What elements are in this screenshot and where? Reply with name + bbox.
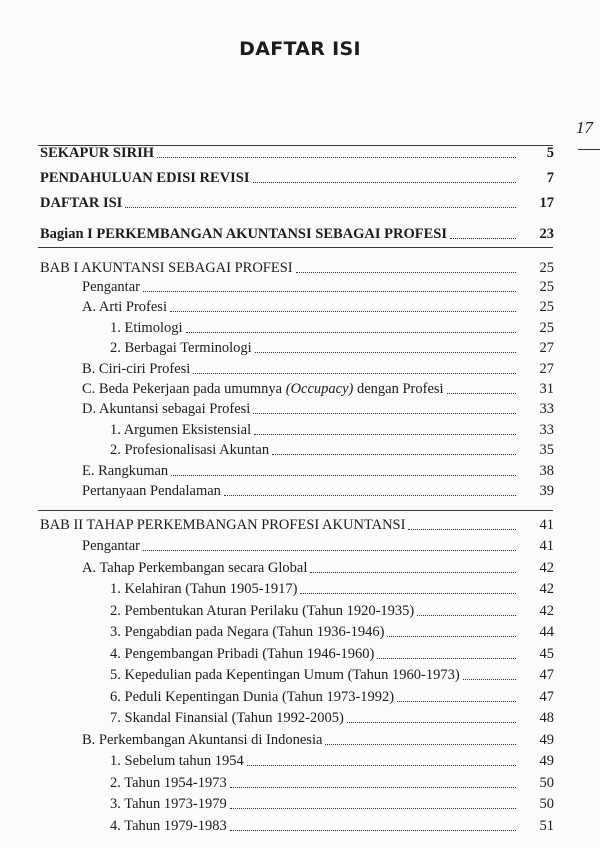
- toc-entry-label: D. Akuntansi sebagai Profesi: [82, 401, 251, 418]
- toc-entry: [0, 277, 600, 297]
- toc-entry-label: Bagian I PERKEMBANGAN AKUNTANSI SEBAGAI PROFESI: [40, 226, 448, 242]
- toc-entry: [0, 536, 600, 556]
- toc-entry-label: C. Beda Pekerjaan pada umumnya (Occupacy) dengan Profesi: [82, 381, 444, 397]
- toc-entry-label: 2. Tahun 1954-1973: [110, 774, 227, 791]
- toc-leader-dots: [125, 207, 516, 208]
- toc-entry-page: 38: [539, 462, 554, 479]
- toc-entry: [0, 399, 600, 419]
- toc-entry: [0, 816, 600, 836]
- toc-entry-page: 27: [539, 360, 554, 377]
- toc-entry: [0, 420, 600, 440]
- toc-entry: [0, 379, 600, 399]
- toc-entry-label: 1. Kelahiran (Tahun 1905-1917): [110, 581, 298, 597]
- toc-entry-label: 3. Tahun 1973-1979: [110, 796, 227, 812]
- toc-entry: [0, 359, 600, 379]
- toc-entry-label: B. Perkembangan Akuntansi di Indonesia: [82, 731, 323, 748]
- toc-entry-label: Pengantar: [82, 538, 140, 554]
- page-number: 17: [576, 118, 593, 137]
- page-title: DAFTAR ISI: [239, 38, 361, 60]
- toc-entry-page: 25: [539, 279, 554, 295]
- toc-entry-label: 1. Etimologi: [110, 319, 183, 336]
- toc-entry-label: 2. Profesionalisasi Akuntan: [110, 442, 270, 459]
- toc-entry: [0, 297, 600, 317]
- toc-leader-dots: [171, 475, 516, 476]
- toc-entry-label: 4. Tahun 1979-1983: [110, 817, 227, 834]
- toc-leader-dots: [447, 393, 516, 394]
- toc-entry: [0, 730, 600, 750]
- toc-leader-dots: [463, 679, 516, 680]
- toc-front-entry: [0, 143, 600, 163]
- toc-entry-page: 50: [539, 774, 554, 791]
- toc-entry-page: 49: [539, 753, 554, 769]
- toc-entry-page: 41: [539, 517, 554, 533]
- toc-entry-page: 25: [539, 260, 554, 276]
- toc-leader-dots: [247, 765, 516, 766]
- toc-entry: [0, 338, 600, 358]
- toc-entry-label: 1. Argumen Eksistensial: [110, 421, 252, 438]
- toc-leader-dots: [230, 830, 516, 831]
- toc-leader-dots: [272, 454, 516, 455]
- toc-entry-page: 48: [539, 710, 554, 726]
- toc-leader-dots: [377, 658, 516, 659]
- toc-leader-dots: [143, 291, 516, 292]
- toc-entry: [0, 440, 600, 460]
- toc-entry-page: 23: [539, 226, 554, 242]
- toc-entry-label: DAFTAR ISI: [40, 195, 123, 211]
- toc-chapter-entry: [0, 515, 600, 535]
- toc-leader-dots: [408, 529, 516, 530]
- toc-entry-page: 47: [539, 688, 554, 705]
- toc-entry-page: 35: [539, 442, 554, 459]
- toc-entry-label: 2. Berbagai Terminologi: [110, 340, 252, 357]
- toc-entry: [0, 318, 600, 338]
- toc-entry-page: 27: [539, 340, 554, 357]
- toc-entry: [0, 665, 600, 685]
- toc-entry-label: 4. Pengembangan Pribadi (Tahun 1946-1960): [110, 645, 375, 662]
- toc-entry-page: 49: [539, 731, 554, 748]
- toc-entry-label: A. Arti Profesi: [82, 299, 167, 316]
- rule-part: [38, 247, 553, 248]
- toc-entry-page: 25: [539, 299, 554, 316]
- toc-entry-label: B. Ciri-ciri Profesi: [82, 360, 191, 377]
- toc-entry-label: E. Rangkuman: [82, 462, 169, 479]
- toc-entry-page: 33: [539, 401, 554, 418]
- toc-entry-label: Pertanyaan Pendalaman: [82, 483, 221, 499]
- toc-leader-dots: [254, 434, 516, 435]
- toc-entry: [0, 601, 600, 621]
- toc-entry-page: 5: [546, 145, 554, 161]
- toc-entry: [0, 708, 600, 728]
- toc-entry-page: 42: [539, 559, 554, 576]
- toc-leader-dots: [143, 550, 516, 551]
- toc-entry-label: Pengantar: [82, 279, 140, 295]
- toc-entry: [0, 622, 600, 642]
- toc-leader-dots: [170, 311, 516, 312]
- toc-entry-page: 51: [539, 817, 554, 834]
- toc-leader-dots: [325, 744, 516, 745]
- toc-leader-dots: [347, 722, 516, 723]
- toc-leader-dots: [157, 157, 516, 158]
- toc-entry: [0, 794, 600, 814]
- toc-entry-page: 33: [539, 421, 554, 438]
- toc-leader-dots: [224, 495, 516, 496]
- toc-entry-page: 42: [539, 581, 554, 597]
- toc-entry-label: 6. Peduli Kepentingan Dunia (Tahun 1973-1992): [110, 688, 395, 705]
- toc-entry-page: 42: [539, 602, 554, 619]
- toc-entry-label: BAB I AKUNTANSI SEBAGAI PROFESI: [40, 260, 293, 276]
- toc-front-entry: [0, 193, 600, 213]
- toc-entry-label: 5. Kepedulian pada Kepentingan Umum (Tahun 1960-1973): [110, 667, 460, 683]
- toc-entry-label: A. Tahap Perkembangan secara Global: [82, 559, 308, 576]
- toc-entry-page: 41: [539, 538, 554, 554]
- toc-entry: [0, 751, 600, 771]
- toc-entry-label: 7. Skandal Finansial (Tahun 1992-2005): [110, 710, 344, 726]
- toc-leader-dots: [230, 787, 516, 788]
- toc-entry-page: 50: [539, 796, 554, 812]
- toc-front-entry: [0, 168, 600, 188]
- toc-entry-label: 3. Pengabdian pada Negara (Tahun 1936-1946): [110, 624, 385, 640]
- toc-entry: [0, 687, 600, 707]
- toc-entry: [0, 644, 600, 664]
- toc-leader-dots: [387, 636, 516, 637]
- toc-entry: [0, 579, 600, 599]
- rule-bab2: [38, 510, 553, 511]
- toc-leader-dots: [450, 238, 516, 239]
- toc-entry: [0, 558, 600, 578]
- toc-entry: [0, 481, 600, 501]
- toc-leader-dots: [296, 272, 516, 273]
- toc-leader-dots: [253, 413, 516, 414]
- toc-entry-page: 44: [539, 624, 554, 640]
- toc-chapter-entry: [0, 258, 600, 278]
- toc-leader-dots: [417, 615, 516, 616]
- toc-entry: [0, 773, 600, 793]
- toc-entry-page: 25: [539, 319, 554, 336]
- toc-entry-label: 2. Pembentukan Aturan Perilaku (Tahun 1920-1935): [110, 602, 415, 619]
- toc-entry-page: 47: [539, 667, 554, 683]
- toc-leader-dots: [253, 182, 517, 183]
- toc-entry: [0, 461, 600, 481]
- toc-entry-label: SEKAPUR SIRIH: [40, 145, 155, 161]
- toc-entry-label: PENDAHULUAN EDISI REVISI: [40, 170, 250, 186]
- toc-entry-page: 45: [539, 645, 554, 662]
- toc-leader-dots: [397, 701, 516, 702]
- toc-leader-dots: [193, 373, 516, 374]
- toc-leader-dots: [300, 593, 516, 594]
- toc-entry-label: BAB II TAHAP PERKEMBANGAN PROFESI AKUNTANSI: [40, 517, 406, 533]
- toc-leader-dots: [230, 808, 516, 809]
- toc-part-entry: [0, 224, 600, 244]
- toc-entry-page: 39: [539, 483, 554, 499]
- toc-entry-page: 7: [546, 170, 554, 186]
- toc-leader-dots: [186, 332, 517, 333]
- toc-entry-page: 31: [539, 381, 554, 397]
- toc-entry-label: 1. Sebelum tahun 1954: [110, 753, 244, 769]
- toc-entry-page: 17: [539, 195, 554, 211]
- toc-leader-dots: [310, 572, 516, 573]
- toc-leader-dots: [255, 352, 516, 353]
